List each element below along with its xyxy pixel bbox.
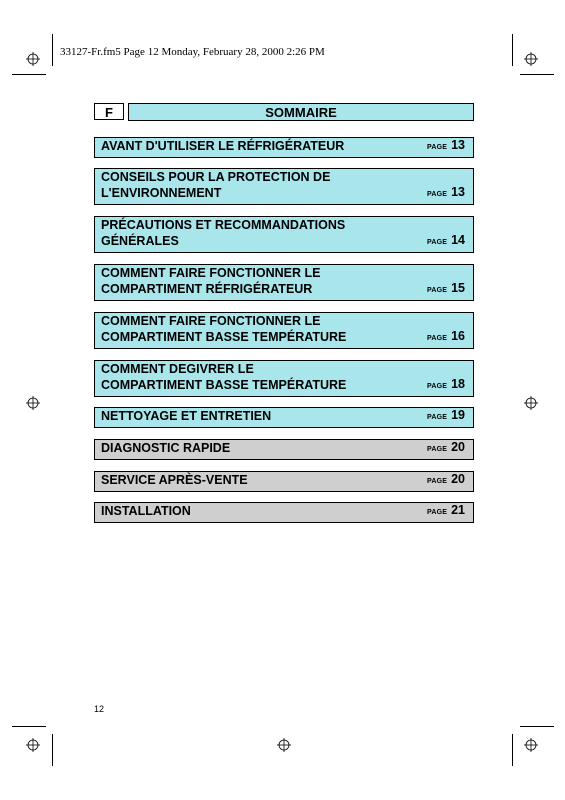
registration-mark-icon	[524, 738, 538, 752]
print-header: 33127-Fr.fm5 Page 12 Monday, February 28, 2000 2:26 PM	[60, 46, 325, 58]
toc-entry-label: COMMENT DEGIVRER LE COMPARTIMENT BASSE TEMPÉRATURE	[101, 362, 347, 392]
toc-entry-label: AVANT D'UTILISER LE RÉFRIGÉRATEUR	[101, 139, 345, 153]
toc-entry-page: PAGE 20	[426, 472, 465, 486]
toc-entry[interactable]	[94, 137, 474, 158]
registration-mark-icon	[277, 738, 291, 752]
toc-entry-label: COMMENT FAIRE FONCTIONNER LE COMPARTIMENT BASSE TEMPÉRATURE	[101, 314, 347, 344]
registration-mark-icon	[524, 52, 538, 66]
toc-entry-page: PAGE 13	[426, 185, 465, 199]
toc-entry-label: NETTOYAGE ET ENTRETIEN	[101, 409, 272, 423]
registration-mark-icon	[524, 396, 538, 410]
toc-entry[interactable]	[94, 439, 474, 460]
toc-entry[interactable]	[94, 216, 474, 253]
page-number: 12	[94, 704, 105, 714]
toc-entry-label: COMMENT FAIRE FONCTIONNER LE COMPARTIMENT RÉFRIGÉRATEUR	[101, 266, 321, 296]
toc-entry[interactable]	[94, 312, 474, 349]
toc-entry-page: PAGE 15	[426, 281, 465, 295]
toc-entry-page: PAGE 21	[426, 503, 465, 517]
toc-entry-label: DIAGNOSTIC RAPIDE	[101, 441, 231, 455]
toc-entry-label: CONSEILS POUR LA PROTECTION DE L'ENVIRONNEMENT	[101, 170, 331, 200]
toc-entry-page: PAGE 16	[426, 329, 465, 343]
language-code-box: F	[94, 103, 124, 120]
toc-entry-page: PAGE 19	[426, 408, 465, 422]
registration-mark-icon	[26, 52, 40, 66]
toc-entry-page: PAGE 14	[426, 233, 465, 247]
toc-title: SOMMAIRE	[128, 103, 474, 121]
toc-entry-page: PAGE 20	[426, 440, 465, 454]
toc-entry[interactable]	[94, 502, 474, 523]
toc-entry-page: PAGE 13	[426, 138, 465, 152]
toc-entry[interactable]	[94, 407, 474, 428]
toc-entry-page: PAGE 18	[426, 377, 465, 391]
toc-entry[interactable]	[94, 360, 474, 397]
toc-entry-label: SERVICE APRÈS-VENTE	[101, 473, 248, 487]
toc-title-row	[94, 103, 474, 121]
toc-entry[interactable]	[94, 168, 474, 205]
toc-entry[interactable]	[94, 471, 474, 492]
registration-mark-icon	[26, 396, 40, 410]
toc-entry-label: INSTALLATION	[101, 504, 191, 518]
toc-entry-label: PRÉCAUTIONS ET RECOMMANDATIONS GÉNÉRALES	[101, 218, 346, 248]
registration-mark-icon	[26, 738, 40, 752]
toc-entry[interactable]	[94, 264, 474, 301]
